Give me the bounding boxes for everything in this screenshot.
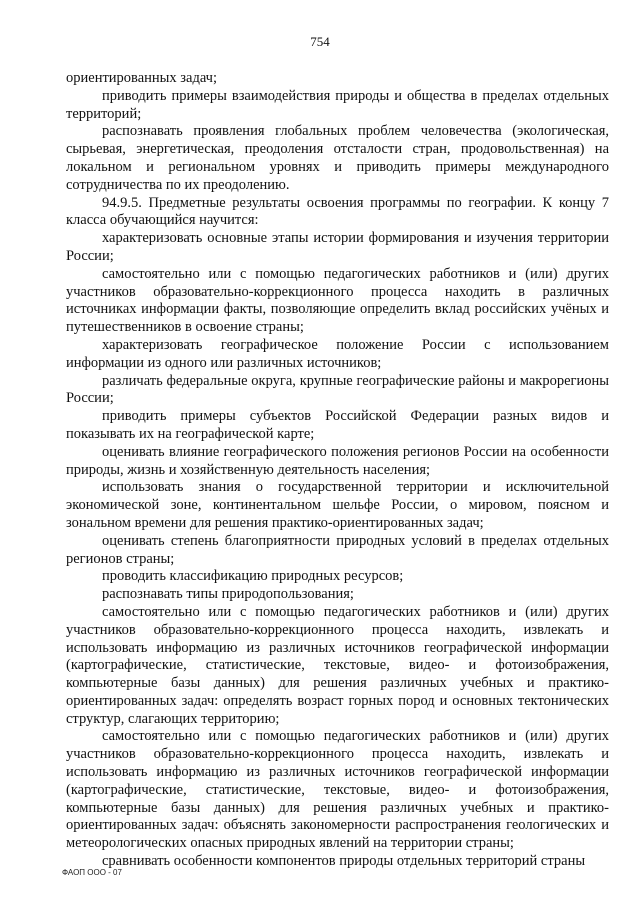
document-body	[66, 70, 609, 871]
page-number: 754	[310, 34, 330, 49]
paragraph: проводить классификацию природных ресурсов;	[102, 568, 404, 585]
paragraph: самостоятельно или с помощью педагогических работников и (или) других участников образовательно-коррекционного процесса находить, извлекать и использовать информацию из различных источников географической информации (картографические, статистические, текстовые, видео- и фотоизображения, компьютерные базы данных) для решения различных учебных и практико-ориентированных задач: определять возраст горных пород и основных тектонических структур, слагающих территорию;	[66, 603, 609, 727]
paragraph: оценивать влияние географического положения регионов России на особенности природы, жизнь и хозяйственную деятельность населения;	[66, 443, 609, 478]
paragraph: распознавать проявления глобальных проблем человечества (экологическая, сырьевая, энергетическая, преодоления отсталости стран, продовольственная) на локальном и региональном уровнях и приводить примеры международного сотрудничества по их преодолению.	[66, 123, 609, 193]
paragraph: приводить примеры субъектов Российской Федерации разных видов и показывать их на географической карте;	[66, 408, 609, 442]
paragraph: характеризовать основные этапы истории формирования и изучения территории России;	[66, 230, 609, 264]
paragraph: использовать знания о государственной территории и исключительной экономической зоне, континентальном шельфе России, о мировом, поясном и зональном времени для решения практико-ориентированных задач;	[66, 479, 609, 531]
paragraph: характеризовать географическое положение России с использованием информации из одного или различных источников;	[66, 336, 609, 371]
paragraph: сравнивать особенности компонентов природы отдельных территорий страны	[102, 853, 586, 870]
footer-code: ФАОП ООО - 07	[62, 868, 122, 877]
paragraph: распознавать типы природопользования;	[102, 586, 354, 603]
paragraph: приводить примеры взаимодействия природы и общества в пределах отдельных территорий;	[66, 87, 609, 122]
section-heading-paragraph: 94.9.5. Предметные результаты освоения программы по географии. К концу 7 класса обучающийся научится:	[66, 194, 609, 229]
paragraph: самостоятельно или с помощью педагогических работников и (или) других участников образовательно-коррекционного процесса находить в различных источниках информации факты, позволяющие определить вклад российских учёных и путешественников в освоение страны;	[66, 265, 609, 336]
paragraph: различать федеральные округа, крупные географические районы и макрорегионы России;	[66, 372, 609, 407]
paragraph-continuation: ориентированных задач;	[66, 70, 217, 86]
paragraph: самостоятельно или с помощью педагогических работников и (или) других участников образовательно-коррекционного процесса находить, извлекать и использовать информацию из различных источников географической информации (картографические, статистические, текстовые, видео- и фотоизображения, компьютерные базы данных) для решения различных учебных и практико-ориентированных задач: объяснять закономерности распространения геологических и метеорологических опасных природных явлений на территории страны;	[66, 728, 609, 852]
paragraph: оценивать степень благоприятности природных условий в пределах отдельных регионов страны;	[66, 532, 609, 567]
